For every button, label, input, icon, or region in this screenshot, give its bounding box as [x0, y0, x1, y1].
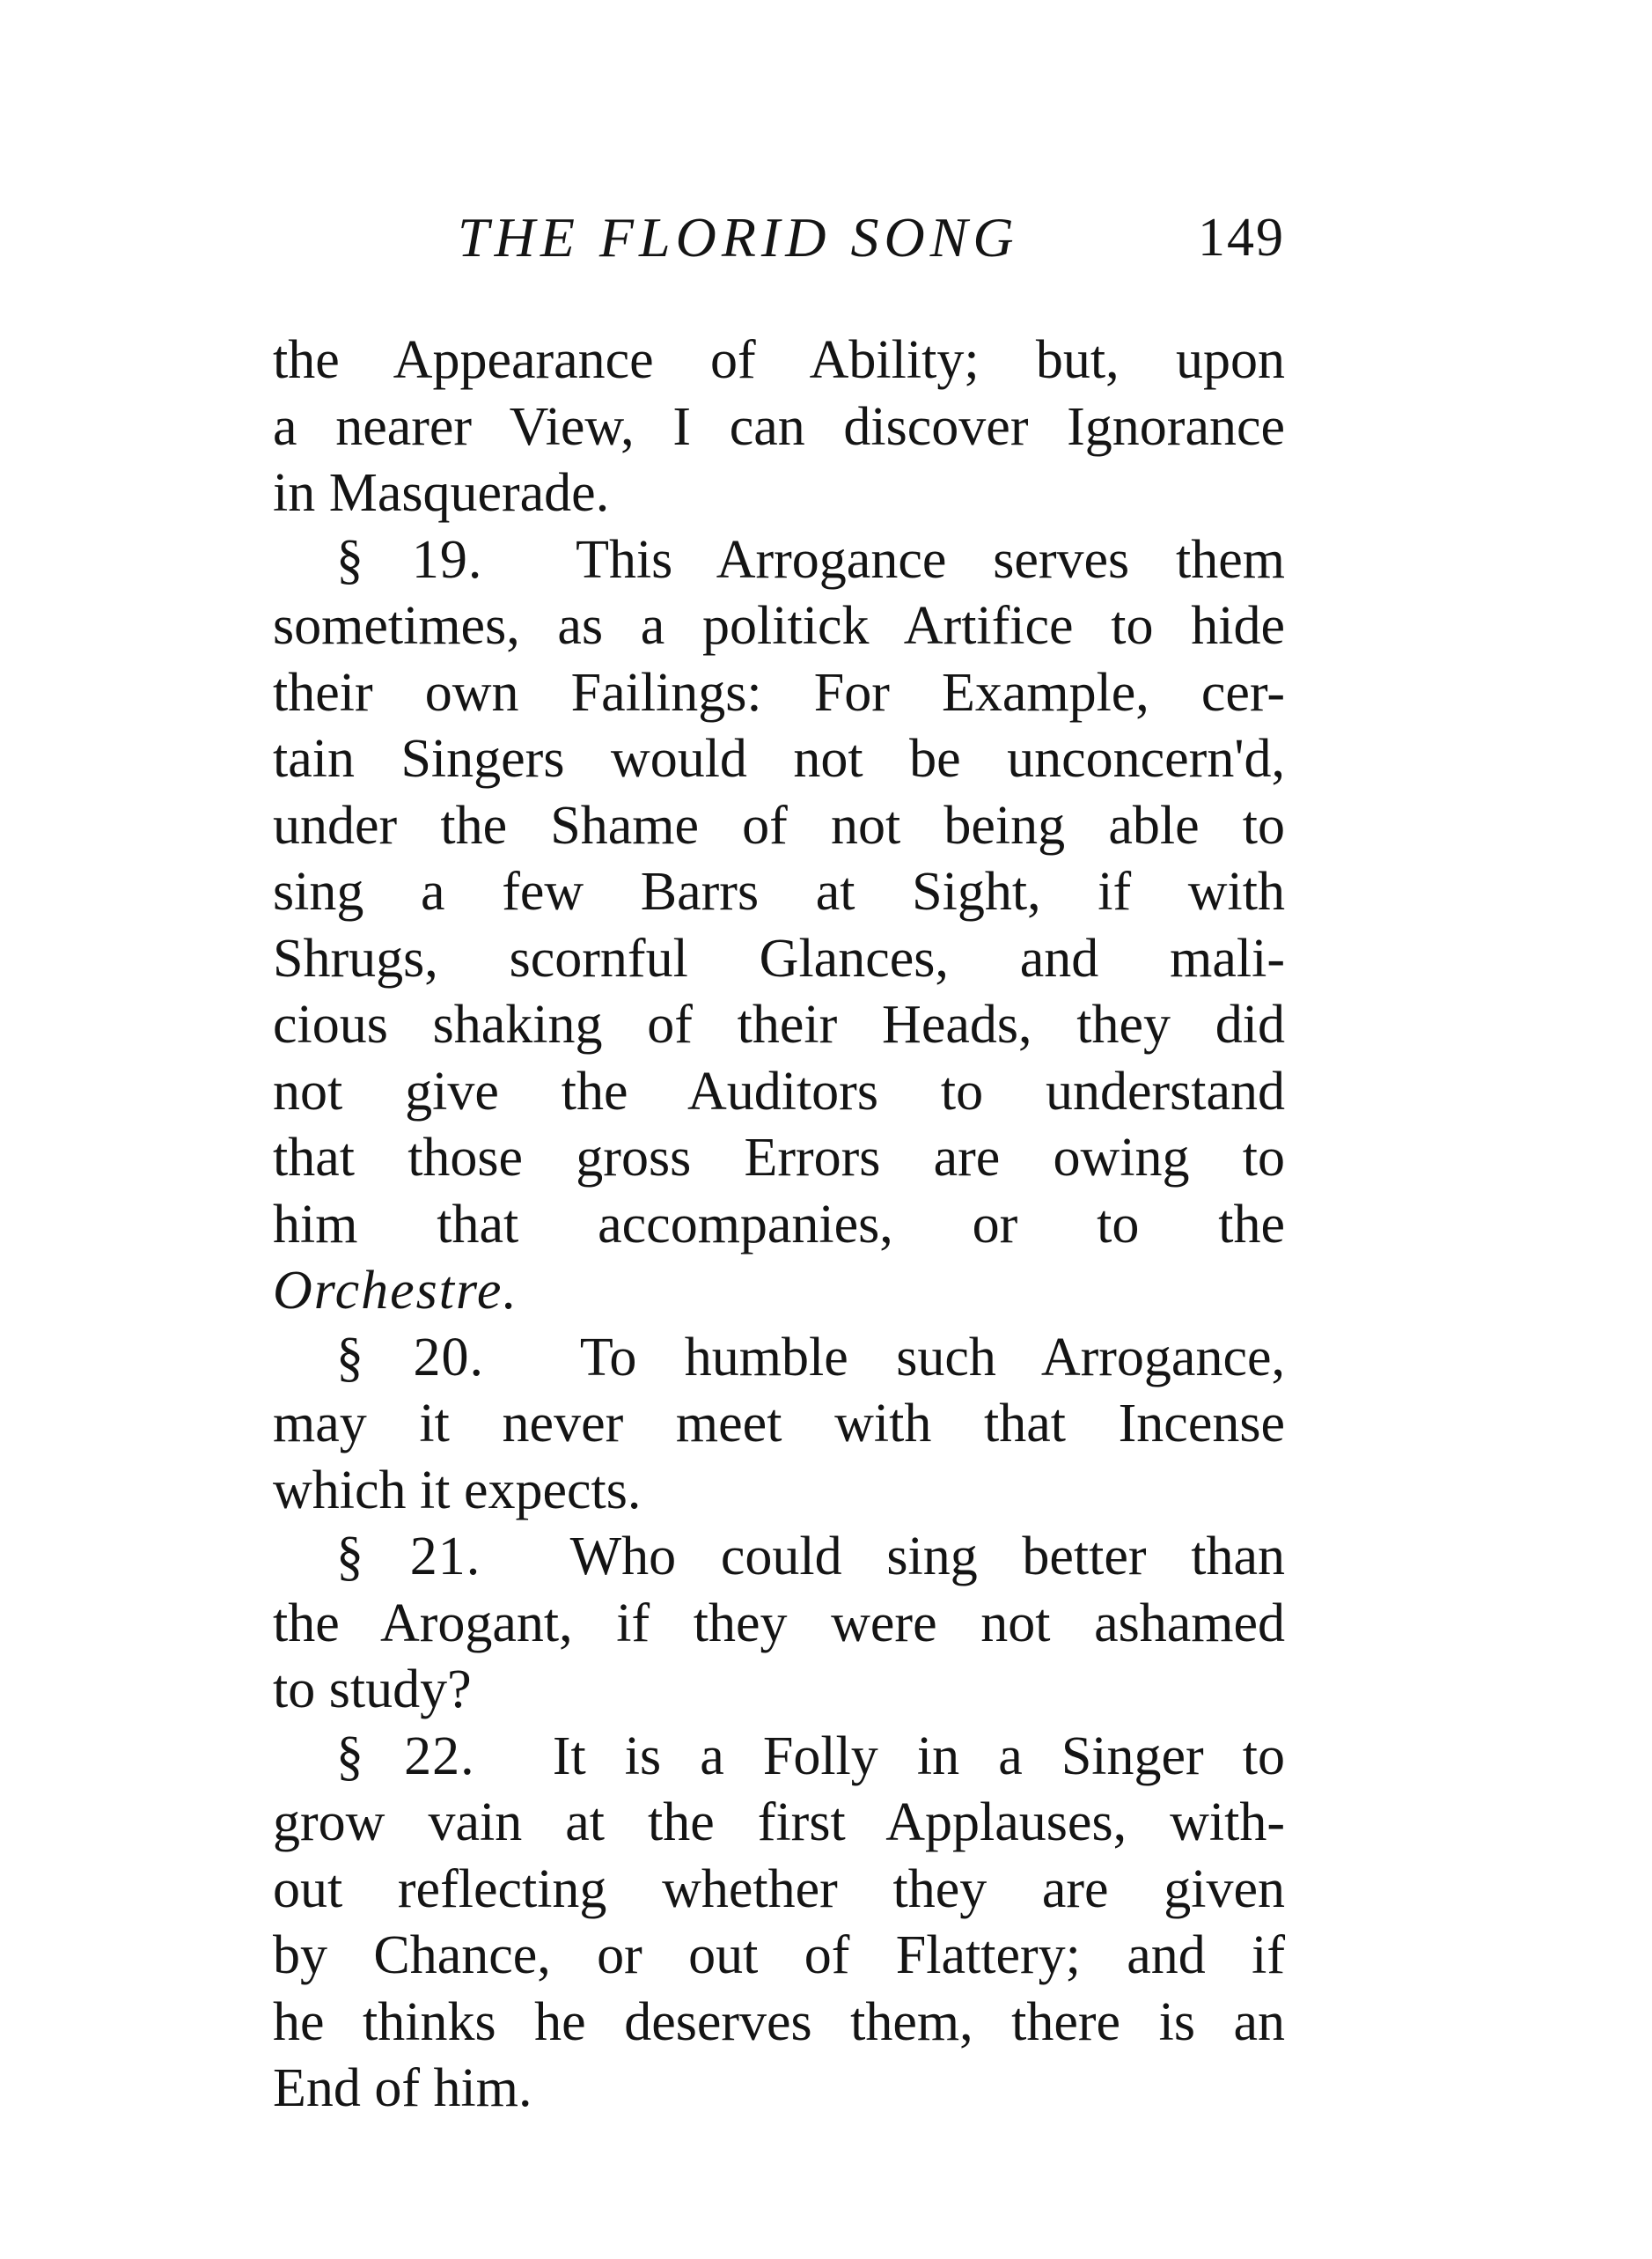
text-line: which it expects. [273, 1460, 642, 1520]
text-line: sing a few Barrs at Sight, if with [273, 862, 1285, 922]
text-segment: To humble such Arrogance, [579, 1327, 1285, 1387]
section-number: § 21. [336, 1527, 481, 1586]
body-text [273, 327, 1285, 2123]
text-line: cious shaking of their Heads, they did [273, 995, 1285, 1055]
text-line: him that accompanies, or to the [273, 1194, 1285, 1255]
text-line: the Appearance of Ability; but, upon [273, 330, 1285, 390]
text-line: their own Failings: For Example, cer- [273, 662, 1285, 723]
section-number: § 20. [336, 1327, 484, 1387]
text-line: by Chance, or out of Flattery; and if [273, 1925, 1285, 1985]
text-segment: Who could sing better than [569, 1527, 1286, 1586]
section-number: § 22. [336, 1726, 475, 1786]
paragraph-section-20 [273, 1325, 1285, 1525]
text-line: to study? [273, 1659, 472, 1719]
text-line: Shrugs, scornful Glances, and mali- [273, 928, 1285, 989]
running-title: THE FLORID SONG [458, 206, 1019, 269]
paragraph-section-21 [273, 1524, 1285, 1724]
text-line: the Arogant, if they were not ashamed [273, 1593, 1285, 1653]
text-line: out reflecting whether they are given [273, 1858, 1285, 1919]
paragraph-section-22 [273, 1724, 1285, 2123]
italic-word-orchestre: Orchestre. [273, 1261, 518, 1321]
paragraph-continuation [273, 327, 1285, 527]
text-line: under the Shame of not being able to [273, 795, 1285, 856]
text-line: grow vain at the first Applauses, with- [273, 1792, 1285, 1852]
text-line: End of him. [273, 2058, 532, 2118]
paragraph-section-19 [273, 527, 1285, 1325]
text-line: that those gross Errors are owing to [273, 1128, 1285, 1188]
text-line: may it never meet with that Incense [273, 1394, 1285, 1453]
text-line [273, 1524, 1285, 1591]
text-line: tain Singers would not be unconcern'd, [273, 729, 1285, 789]
text-line [273, 1724, 1285, 1791]
text-segment: It is a Folly in a Singer to [552, 1726, 1286, 1786]
text-line: in Masquerade. [273, 463, 610, 523]
text-line [273, 527, 1285, 594]
running-head [458, 198, 1285, 277]
section-number: § 19. [336, 529, 483, 590]
text-line: a nearer View, I can discover Ignorance [273, 396, 1285, 457]
text-line [273, 1325, 1285, 1392]
text-line: he thinks he deserves them, there is an [273, 1991, 1285, 2052]
page-number: 149 [1198, 208, 1285, 268]
text-line: sometimes, as a politick Artifice to hide [273, 596, 1285, 656]
text-line: not give the Auditors to understand [273, 1061, 1285, 1122]
text-segment: This Arrogance serves them [576, 529, 1285, 590]
